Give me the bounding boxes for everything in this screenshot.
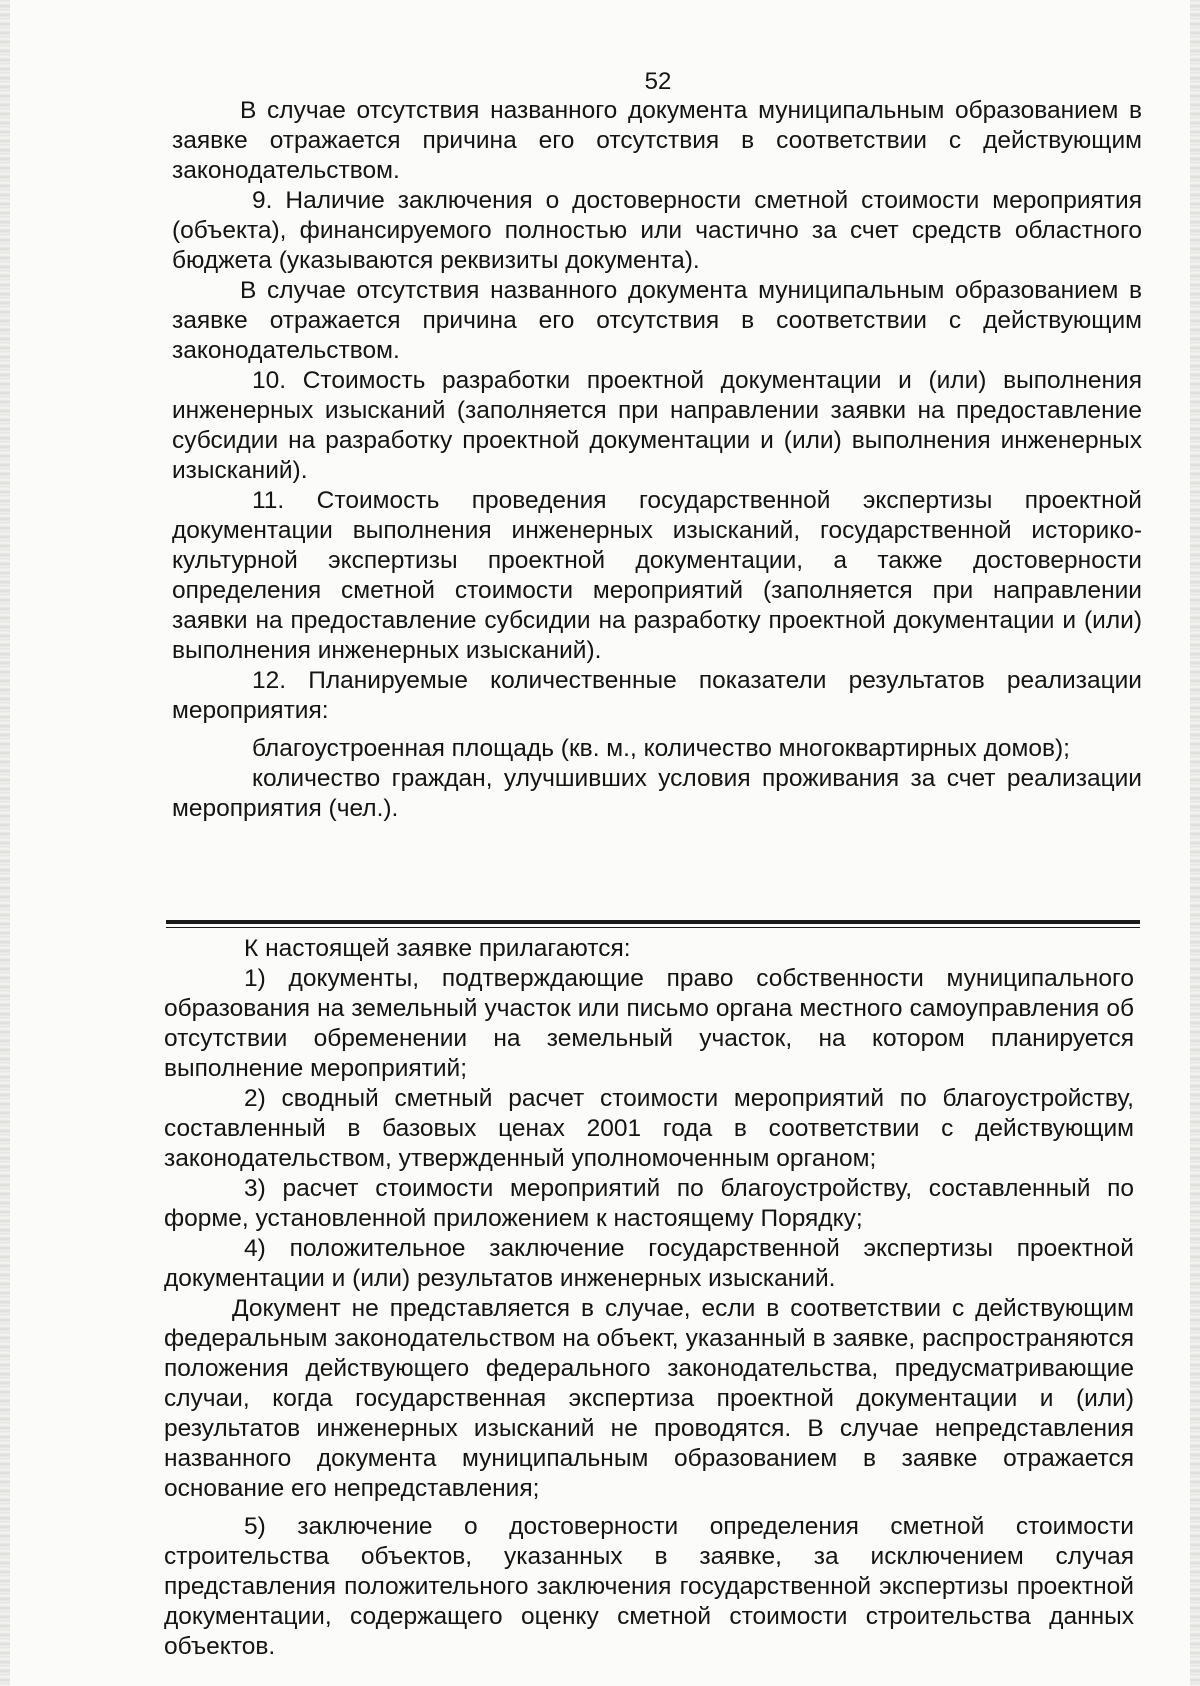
paragraph-item-12: 12. Планируемые количественные показатели результатов реализации мероприятия:: [172, 667, 1142, 724]
scan-edge-right: [1190, 0, 1200, 1686]
scan-edge-left: [0, 0, 10, 1686]
paragraph-item-10: 10. Стоимость разработки проектной документации и (или) выполнения инженерных изысканий (заполняется при направлении заявки на предоставление субсидии на разработку проектной документации и (или) выполнения инженерных изысканий).: [172, 367, 1142, 484]
attachment-item-4-note: Документ не представляется в случае, если в соответствии с действующим федеральным законодательством на объект, указанный в заявке, распространяются положения действующего федерального законодательства, предусматривающие случаи, когда государственная экспертиза проектной документации и (или) результатов инженерных изысканий не проводятся. В случае непредставления названного документа муниципальным образованием в заявке отражается основание его непредставления;: [164, 1295, 1134, 1502]
attachment-item-3: 3) расчет стоимости мероприятий по благоустройству, составленный по форме, установленной приложением к настоящему Порядку;: [164, 1175, 1134, 1232]
attachment-item-2: 2) сводный сметный расчет стоимости мероприятий по благоустройству, составленный в базовых ценах 2001 года в соответствии с действующим законодательством, утвержденный уполномоченным органом;: [164, 1085, 1134, 1172]
attachment-item-5: 5) заключение о достоверности определения сметной стоимости строительства объектов, указанных в заявке, за исключением случая представления положительного заключения государственной экспертизы проектной документации, содержащего оценку сметной стоимости строительства данных объектов.: [164, 1513, 1134, 1660]
upper-text-block: [172, 96, 1142, 824]
attachment-item-4: 4) положительное заключение государственной экспертизы проектной документации и (или) результатов инженерных изысканий.: [164, 1235, 1134, 1292]
section-divider: [166, 920, 1140, 928]
page-number: 52: [644, 68, 672, 95]
indicator-citizens: количество граждан, улучшивших условия проживания за счет реализации мероприятия (чел.).: [172, 765, 1142, 822]
indicator-area: благоустроенная площадь (кв. м., количество многоквартирных домов);: [252, 735, 1070, 762]
paragraph-item-11: 11. Стоимость проведения государственной экспертизы проектной документации выполнения инженерных изысканий, государственной историко-культурной экспертизы проектной документации, а также достоверности определения сметной стоимости мероприятий (заполняется при направлении заявки на предоставление субсидии на разработку проектной документации и (или) выполнения инженерных изысканий).: [172, 487, 1142, 664]
lower-section: [164, 890, 1140, 1662]
paragraph-absence-note-2: В случае отсутствия названного документа муниципальным образованием в заявке отражается причина его отсутствия в соответствии с действующим законодательством.: [172, 277, 1142, 364]
attachment-item-1: 1) документы, подтверждающие право собственности муниципального образования на земельный участок или письмо органа местного самоуправления об отсутствии обременении на земельный участок, на котором планируется выполнение мероприятий;: [164, 965, 1134, 1082]
paragraph-absence-note-1: В случае отсутствия названного документа муниципальным образованием в заявке отражается причина его отсутствия в соответствии с действующим законодательством.: [172, 97, 1142, 184]
paragraph-item-9: 9. Наличие заключения о достоверности сметной стоимости мероприятия (объекта), финансируемого полностью или частично за счет средств областного бюджета (указываются реквизиты документа).: [172, 187, 1142, 274]
attachments-heading: К настоящей заявке прилагаются:: [244, 935, 631, 962]
attachments-text-block: [164, 934, 1134, 1662]
